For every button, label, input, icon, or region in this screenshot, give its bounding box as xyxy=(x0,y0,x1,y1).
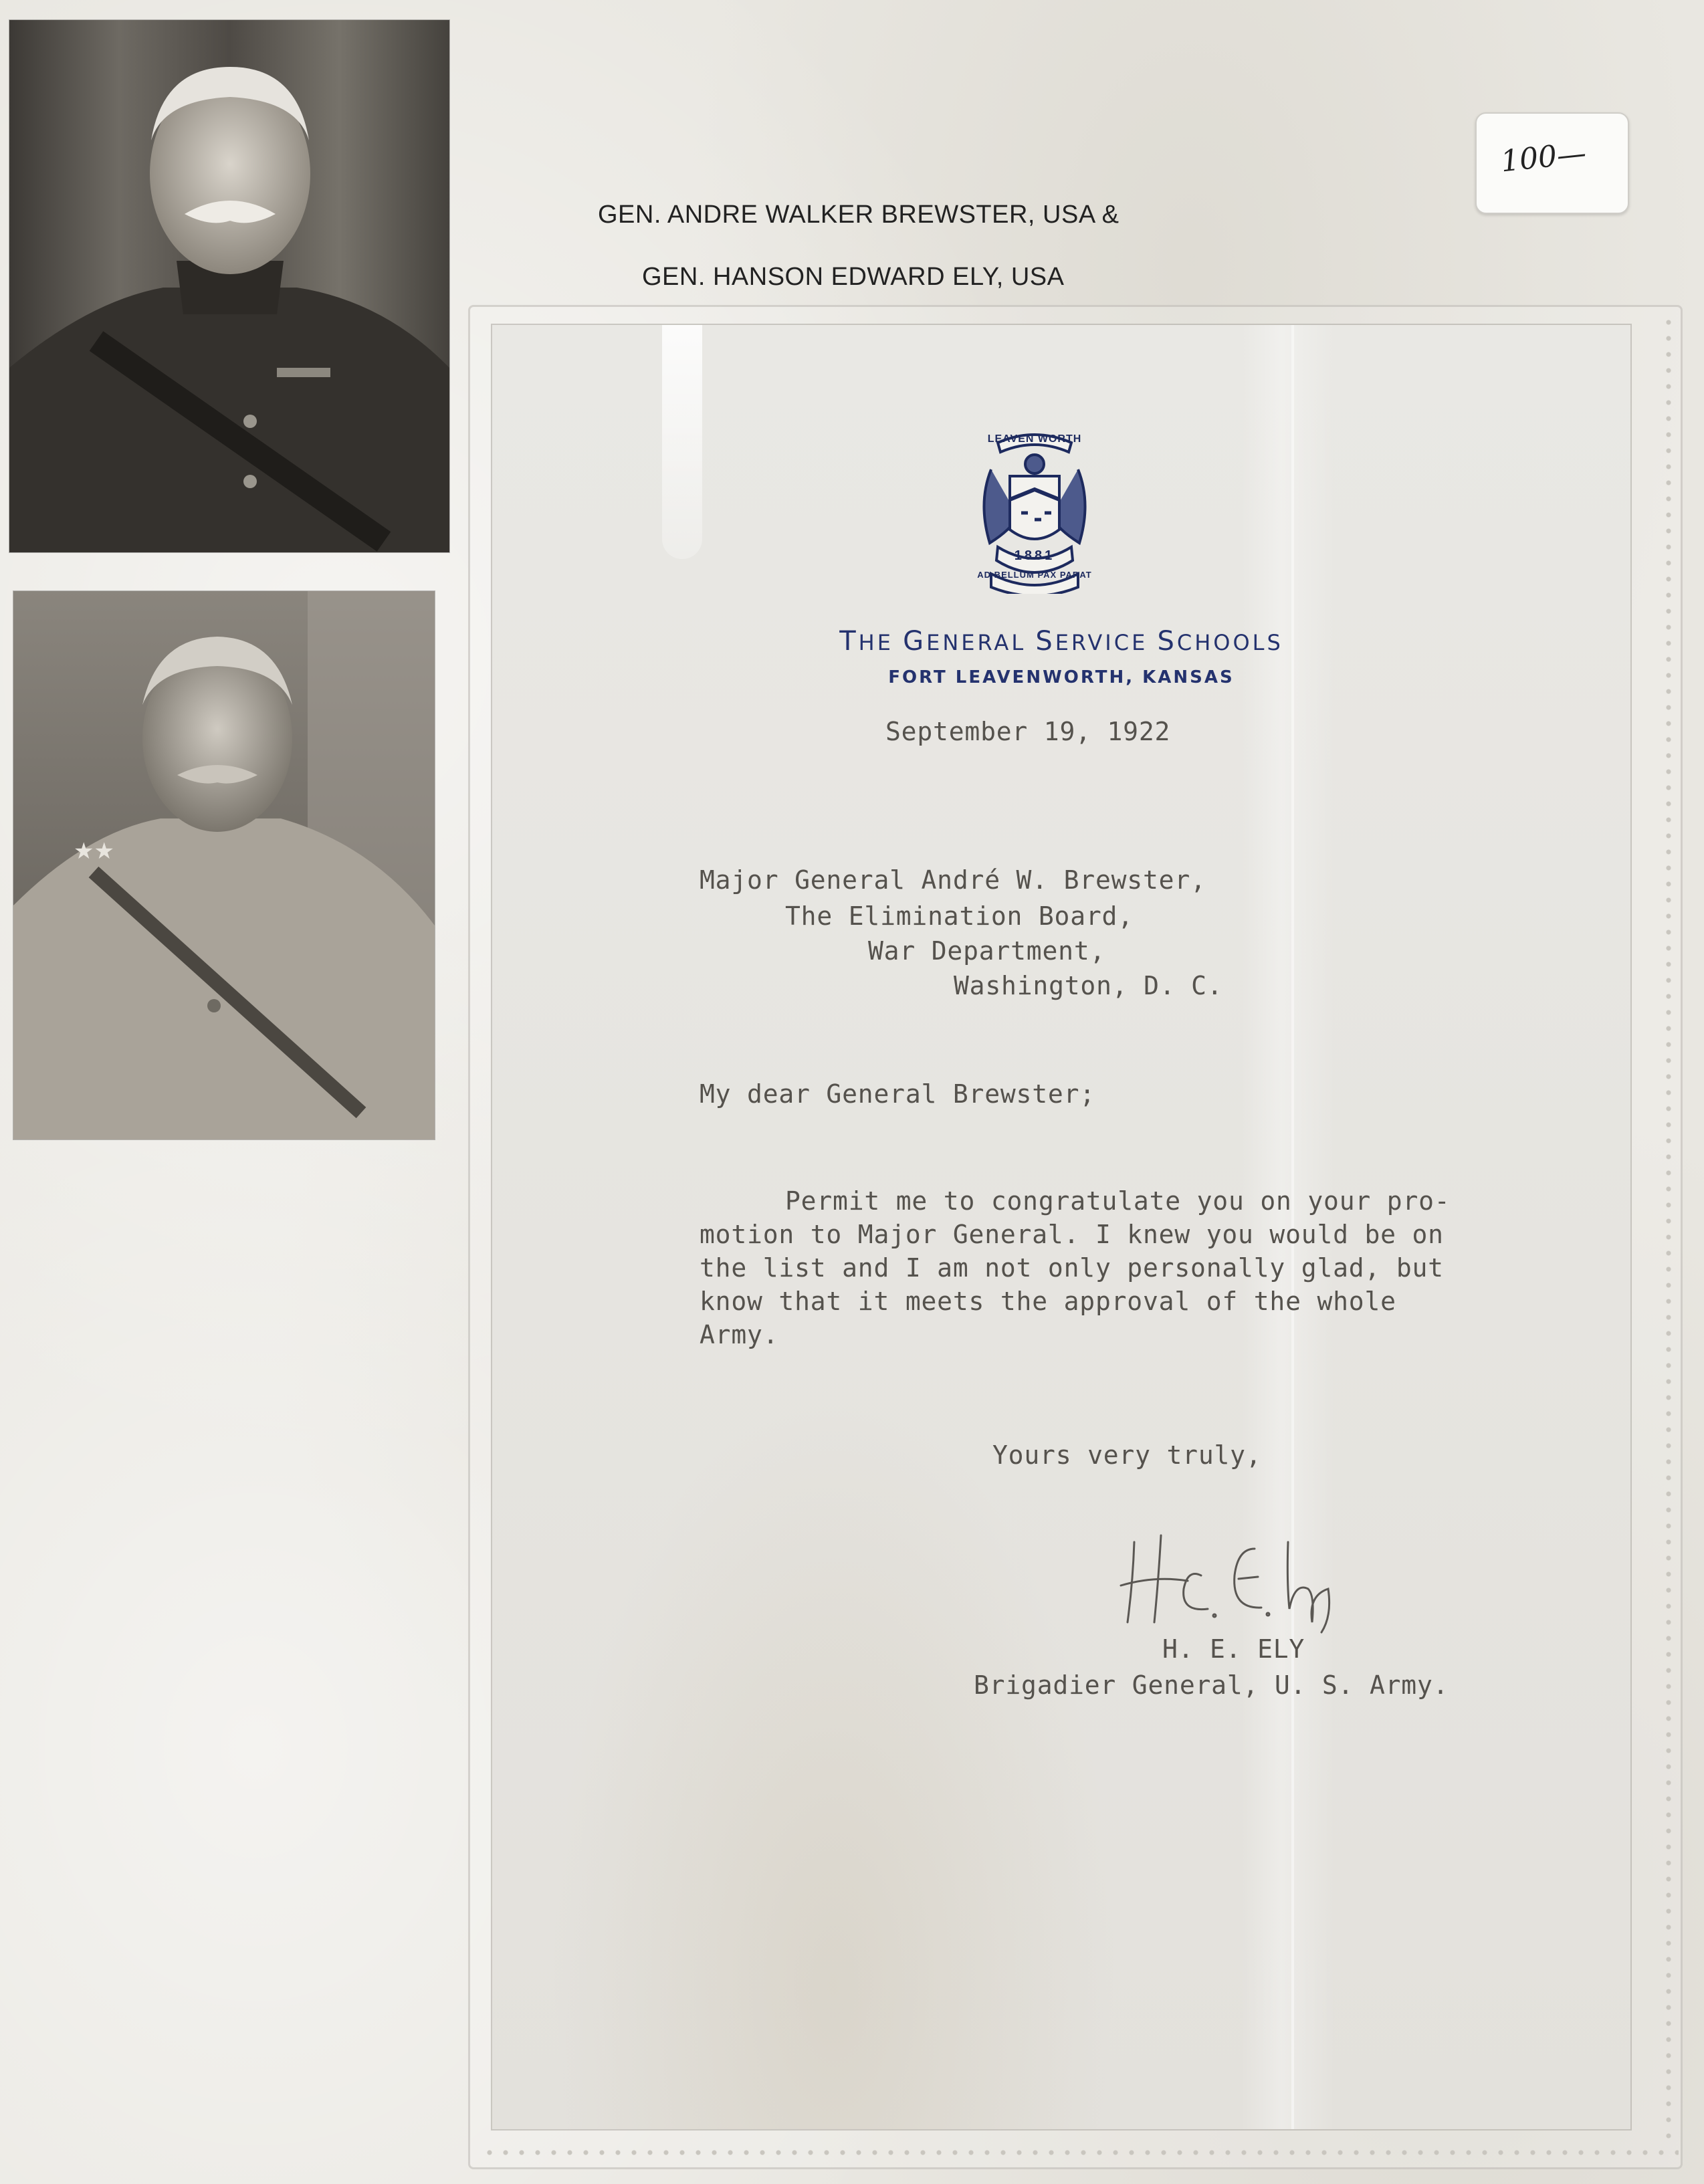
letterhead-title-initial: S xyxy=(1157,626,1177,657)
recipient-address-line: Washington, D. C. xyxy=(954,971,1223,1000)
body-line: know that it meets the approval of the whole xyxy=(700,1287,1396,1316)
recipient-name: Major General André W. Brewster, xyxy=(700,865,1206,895)
letter-date: September 19, 1922 xyxy=(885,717,1171,746)
letterhead-title-part: ERVICE xyxy=(1055,630,1158,655)
crest-motto-bottom: AD BELLUM PAX PARAT xyxy=(977,570,1092,580)
letterhead-title-part: HE xyxy=(858,630,903,655)
portrait-photo-ely xyxy=(13,591,435,1139)
signer-name: H. E. ELY xyxy=(1162,1634,1305,1664)
svg-text:★★: ★★ xyxy=(74,838,114,865)
recipient-address-line: The Elimination Board, xyxy=(785,901,1134,931)
price-sticker xyxy=(1475,112,1629,214)
caption-line-1: GEN. ANDRE WALKER BREWSTER, USA & xyxy=(598,201,1120,229)
salutation: My dear General Brewster; xyxy=(700,1079,1095,1109)
body-line: Permit me to congratulate you on your pro- xyxy=(785,1186,1451,1216)
letterhead-title-initial: S xyxy=(1035,626,1055,657)
letterhead-location: FORT LEAVENWORTH, KANSAS xyxy=(888,667,1235,687)
paper-wear-mark xyxy=(662,325,702,559)
letterhead-title-initial: G xyxy=(903,626,927,657)
signer-title: Brigadier General, U. S. Army. xyxy=(974,1670,1449,1700)
portrait-photo-brewster xyxy=(9,20,449,552)
letterhead-title-initial: T xyxy=(839,626,859,657)
sleeve-perforation-right xyxy=(1665,314,1672,2147)
crest-motto-top: LEAVEN WORTH xyxy=(987,433,1082,445)
body-line: motion to Major General. I knew you would be on xyxy=(700,1220,1444,1249)
sleeve-perforation-bottom xyxy=(482,2149,1679,2156)
letterhead-title xyxy=(492,626,1630,657)
price-label: 100— xyxy=(1499,136,1588,179)
handwritten-signature xyxy=(1114,1522,1355,1636)
letterhead-title-part: CHOOLS xyxy=(1176,630,1283,655)
body-line: the list and I am not only personally glad, but xyxy=(700,1253,1444,1283)
letter-sheet xyxy=(492,325,1630,2129)
letterhead-title-part: ENERAL xyxy=(926,630,1036,655)
crest-emblem-icon xyxy=(971,429,1098,594)
closing: Yours very truly, xyxy=(992,1440,1262,1470)
crest-year: 1881 xyxy=(1014,548,1055,563)
body-line: Army. xyxy=(700,1320,779,1349)
caption-line-2: GEN. HANSON EDWARD ELY, USA xyxy=(642,263,1065,291)
recipient-address-line: War Department, xyxy=(868,936,1106,966)
